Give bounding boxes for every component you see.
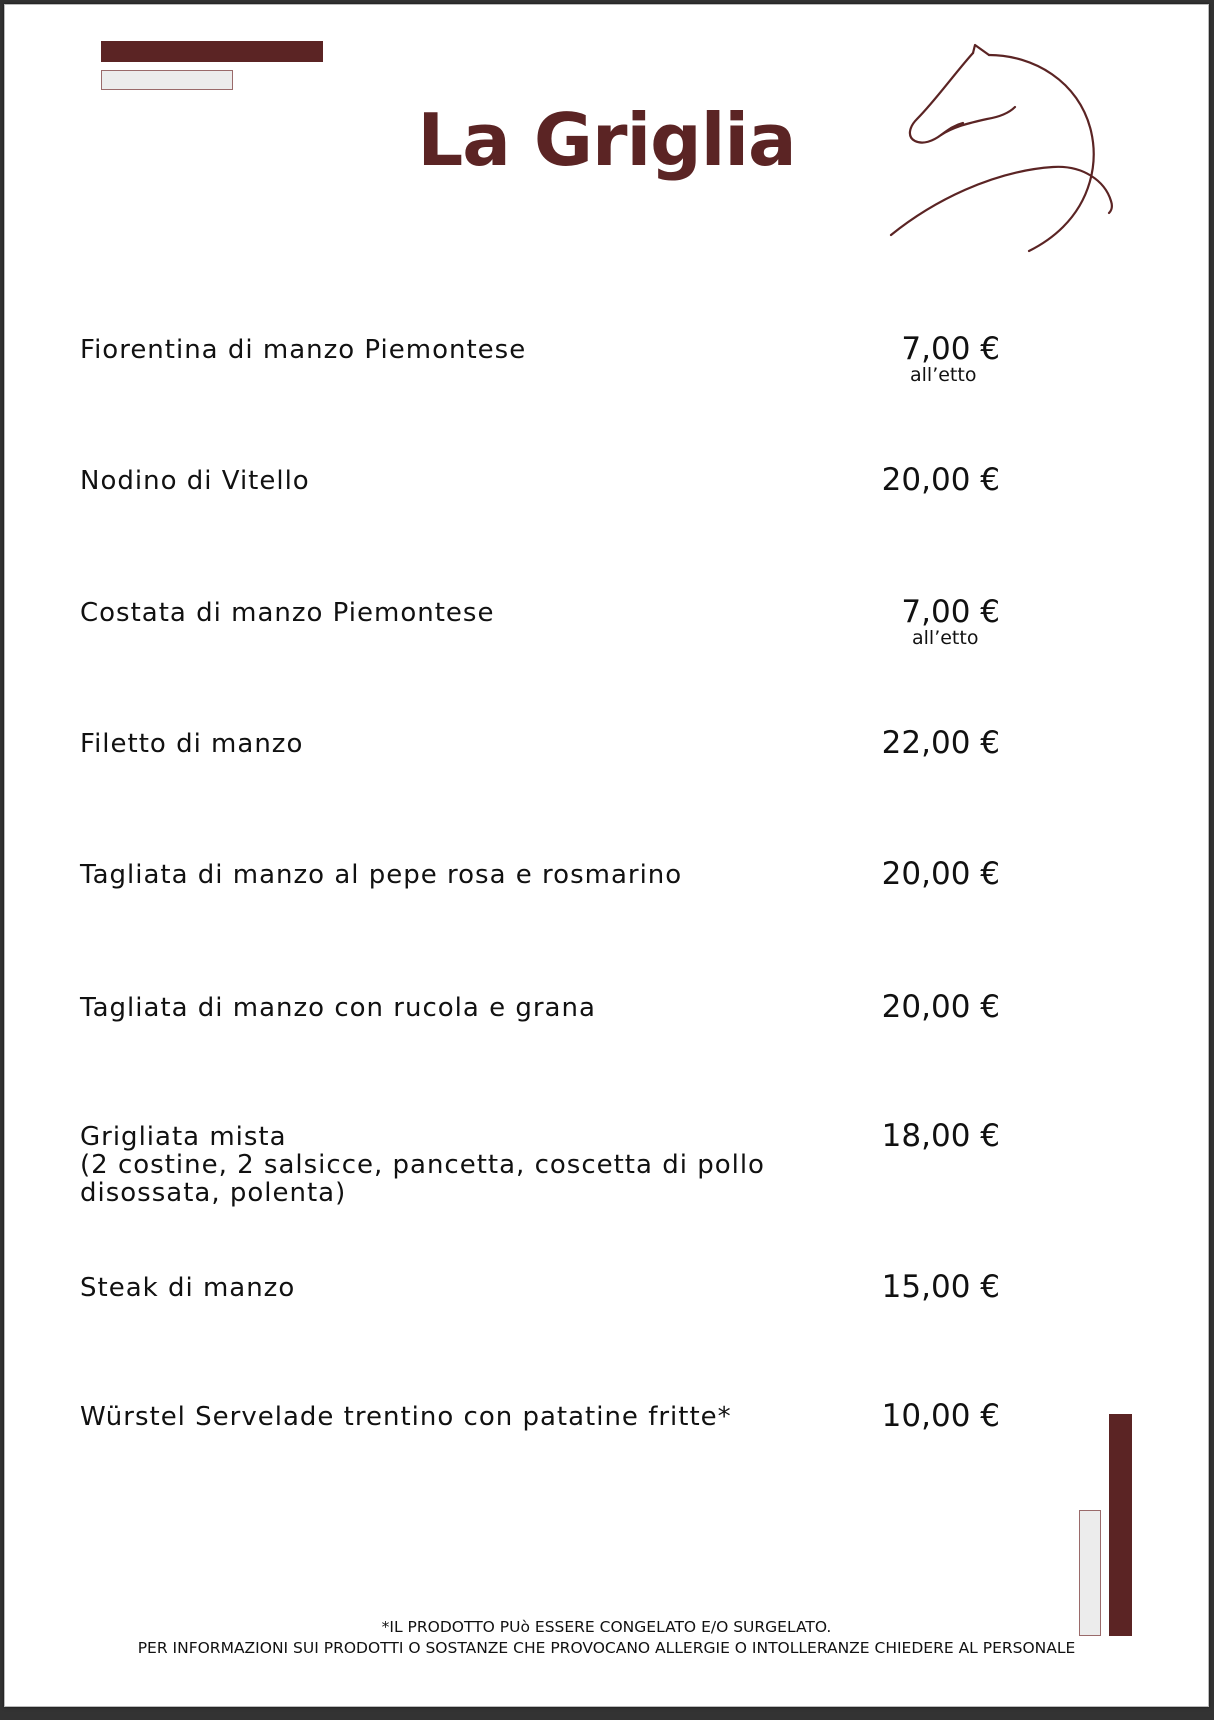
menu-item-price: 7,00 € [901,594,1000,630]
menu-item-name: Costata di manzo Piemontese [80,598,495,628]
menu-item-price: 20,00 € [881,856,1000,892]
menu-item-unit: all’etto [912,627,979,649]
menu-item-price: 7,00 € [901,331,1000,367]
menu-item-price: 10,00 € [881,1398,1000,1434]
menu-title: La Griglia [417,98,796,182]
menu-item-price: 20,00 € [881,989,1000,1025]
decorative-bar-light [101,70,233,90]
decorative-bar-dark [101,41,323,62]
menu-item-price: 15,00 € [881,1269,1000,1305]
allergen-footer-note [5,1617,1208,1659]
menu-item-name: Tagliata di manzo al pepe rosa e rosmarino [80,860,683,890]
horse-head-logo-icon [883,41,1119,261]
menu-item-price: 22,00 € [881,725,1000,761]
footer-line-allergens: PER INFORMAZIONI SUI PRODOTTI O SOSTANZE CHE PROVOCANO ALLERGIE O INTOLLERANZE CHIEDERE AL PERSONALE [137,1639,1076,1657]
menu-item-name: Würstel Servelade trentino con patatine fritte* [80,1402,732,1432]
menu-page [4,4,1209,1707]
menu-item-name: Filetto di manzo [80,729,304,759]
menu-item-unit: all’etto [910,364,977,386]
menu-item-name: Nodino di Vitello [80,466,310,496]
footer-line-frozen: *IL PRODOTTO PUò ESSERE CONGELATO E/O SURGELATO. [381,1618,832,1636]
menu-item-name: Fiorentina di manzo Piemontese [80,335,527,365]
menu-item-price: 18,00 € [881,1118,1000,1154]
menu-item-name: Grigliata mista (2 costine, 2 salsicce, pancetta, coscetta di pollo disossata, polenta) [80,1122,765,1208]
decorative-side-bar-dark [1109,1414,1132,1636]
menu-item-price: 20,00 € [881,462,1000,498]
menu-item-name: Steak di manzo [80,1273,296,1303]
menu-item-name: Tagliata di manzo con rucola e grana [80,993,596,1023]
